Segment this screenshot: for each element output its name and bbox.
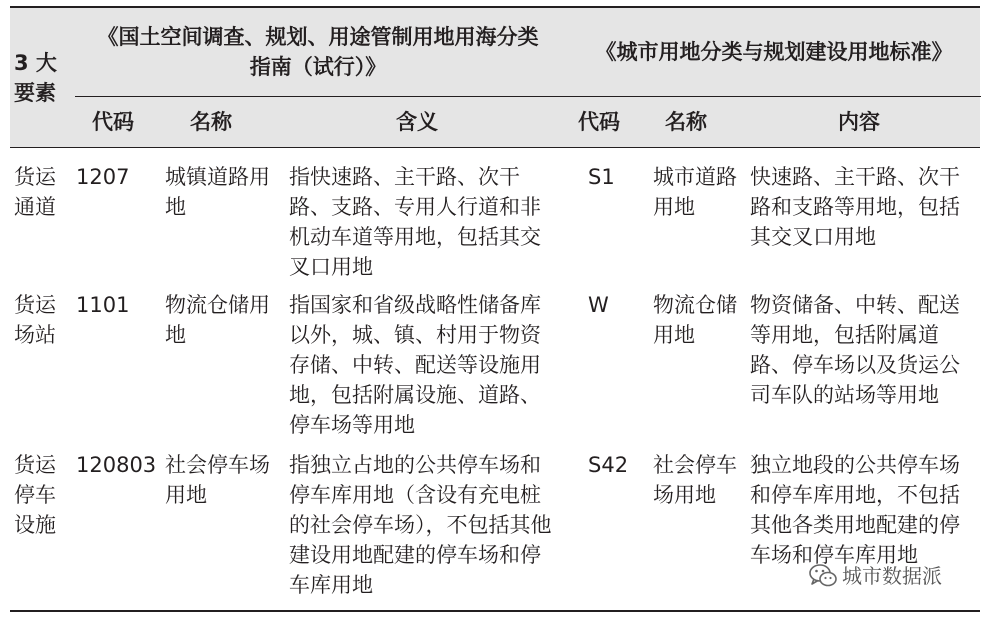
row-right-code: W xyxy=(588,293,609,317)
row-left-name: 城镇道路用地 xyxy=(165,165,270,219)
row-element: 货运场站 xyxy=(14,293,56,347)
row-right-content: 物资储备、中转、配送等用地，包括附属道路、停车场以及货运公司车队的站场等用地 xyxy=(750,293,960,407)
watermark xyxy=(808,561,978,591)
header-sub-rule xyxy=(75,96,981,97)
wechat-icon xyxy=(808,562,838,590)
left-group-title: 《国土空间调查、规划、用途管制用地用海分类指南（试行）》 xyxy=(97,25,539,79)
row-left-code: 120803 xyxy=(76,453,157,477)
row-right-content: 快速路、主干路、次干路和支路等用地，包括其交叉口用地 xyxy=(750,165,960,249)
row-right-code: S1 xyxy=(588,165,615,189)
right-col-name: 名称 xyxy=(665,110,707,134)
left-col-name: 名称 xyxy=(190,110,232,134)
left-col-meaning: 含义 xyxy=(396,110,438,134)
table-bottom-rule xyxy=(10,610,980,612)
row-left-meaning: 指独立占地的公共停车场和停车库用地（含设有充电桩的社会停车场），不包括其他建设用地配建的停车场和停车库用地 xyxy=(289,453,552,597)
right-group-title: 《城市用地分类与规划建设用地标准》 xyxy=(595,40,953,64)
row-left-meaning: 指国家和省级战略性储备库以外，城、镇、村用于物资存储、中转、配送等设施用地，包括附属设施、道路、停车场等用地 xyxy=(289,293,541,437)
elements-header: 3 大要素 xyxy=(14,51,57,105)
row-left-code: 1101 xyxy=(76,293,130,317)
row-right-code: S42 xyxy=(588,453,629,477)
row-left-code: 1207 xyxy=(76,165,130,189)
row-right-content: 独立地段的公共停车场和停车库用地，不包括其他各类用地配建的停车场和停车库用地 xyxy=(750,453,960,567)
header-bottom-rule xyxy=(10,147,980,148)
right-col-code: 代码 xyxy=(578,110,620,134)
row-left-name: 物流仓储用地 xyxy=(165,293,270,347)
row-left-name: 社会停车场用地 xyxy=(165,453,270,507)
left-col-code: 代码 xyxy=(92,110,134,134)
right-col-content: 内容 xyxy=(838,110,880,134)
row-element: 货运通道 xyxy=(14,165,56,219)
row-element: 货运停车设施 xyxy=(14,453,56,537)
row-right-name: 物流仓储用地 xyxy=(653,293,737,347)
row-right-name: 城市道路用地 xyxy=(653,165,737,219)
watermark-text: 城市数据派 xyxy=(842,564,942,588)
table-top-rule xyxy=(10,6,980,8)
row-right-name: 社会停车场用地 xyxy=(653,453,737,507)
row-left-meaning: 指快速路、主干路、次干路、支路、专用人行道和非机动车道等用地，包括其交叉口用地 xyxy=(289,165,541,279)
